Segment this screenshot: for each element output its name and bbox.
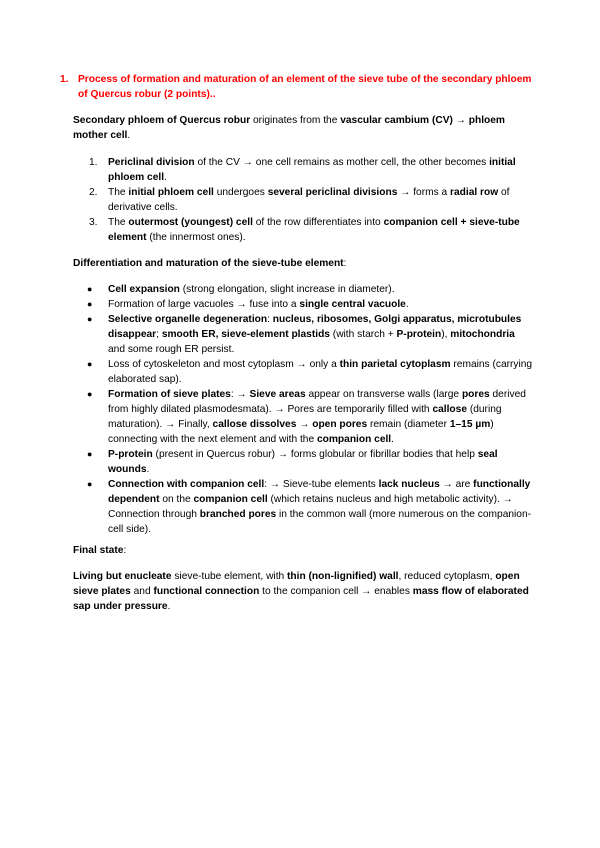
step-2-text <box>108 185 533 215</box>
step-1-desc: of the CV → one cell remains as mother cell, the other becomes <box>194 157 490 168</box>
bullet-5-pores: pores <box>461 389 490 400</box>
final-text-1: sieve-tube element, with <box>171 571 288 582</box>
intro-period: . <box>127 130 131 141</box>
bullet-7-arrow: → are <box>439 479 474 490</box>
final-state-colon: : <box>123 545 127 556</box>
bullet-5-callose-dissolves: callose dissolves <box>212 419 297 430</box>
bullet-6-text <box>108 447 533 477</box>
intro-subject: Secondary phloem of Quercus robur <box>73 115 251 126</box>
bullet-7-end: in the common wall (more numerous on the companion-cell side). <box>108 509 532 535</box>
bullet-1-desc: (strong elongation, slight increase in diameter). <box>179 284 395 295</box>
bullet-4-desc: Loss of cytoskeleton and most cytoplasm → only a <box>108 359 340 370</box>
final-text-4: to the companion cell → enables <box>259 586 413 597</box>
bullet-6-end: . <box>146 464 150 475</box>
step-1-result: initial phloem cell <box>108 157 516 183</box>
bullet-5-callose: callose <box>432 404 467 415</box>
bullet-5-desc5: ) connecting with the next element and with the <box>108 419 494 445</box>
intro-arrow: → <box>452 115 469 126</box>
list-item <box>73 155 533 185</box>
bullet-4-term: thin parietal cytoplasm <box>339 359 451 370</box>
bullet-5-arrow2: → <box>296 419 313 430</box>
intro-mother-cell: phloem mother cell <box>73 115 505 141</box>
final-term-3: open sieve plates <box>73 571 520 597</box>
bullet-2-end: . <box>405 299 409 310</box>
list-item <box>73 215 533 245</box>
list-marker: 3. <box>89 217 98 228</box>
bullet-2-term: single central vacuole <box>299 299 406 310</box>
bullet-6-term: P-protein <box>108 449 153 460</box>
bullet-5-desc: appear on transverse walls (large <box>305 389 462 400</box>
list-item <box>73 387 533 447</box>
step-3-result: companion cell + sieve-tube element <box>108 217 520 243</box>
bullet-5-diameter: 1–15 µm <box>449 419 491 430</box>
bullet-3-term: Selective organelle degeneration <box>108 314 268 325</box>
formation-steps-list <box>73 155 533 245</box>
list-item <box>73 282 533 297</box>
bullet-4-text <box>108 357 533 387</box>
step-2-term: initial phloem cell <box>128 187 214 198</box>
final-term-1: Living but enucleate <box>73 571 172 582</box>
step-3-term: outermost (youngest) cell <box>128 217 253 228</box>
list-item <box>73 297 533 312</box>
bullet-3-persist: smooth ER, sieve-element plastids <box>161 329 330 340</box>
bullet-5-desc3: (during maturation). → Finally, <box>108 404 502 430</box>
final-term-2: thin (non-lignified) wall <box>287 571 399 582</box>
step-2-lead: The <box>108 187 129 198</box>
step-2-divisions: several periclinal divisions <box>267 187 398 198</box>
heading-text: Process of formation and maturation of an element of the sieve tube of the secondary phloem of Quercus robur (2 points).. <box>78 74 532 100</box>
bullet-3-colon: : <box>267 314 273 325</box>
differentiation-title: Differentiation and maturation of the sieve-tube element <box>73 258 344 269</box>
step-3-lead: The <box>108 217 129 228</box>
maturation-bullets-list <box>73 282 533 537</box>
list-item <box>73 477 533 537</box>
bullet-6-desc: (present in Quercus robur) → forms globular or fibrillar bodies that help <box>152 449 478 460</box>
bullet-3-mitochondria: mitochondria <box>450 329 515 340</box>
question-heading <box>60 72 540 102</box>
step-2-end: of derivative cells. <box>108 187 510 213</box>
bullet-3-sep2: ), <box>441 329 451 340</box>
bullet-3-text <box>108 312 533 357</box>
bullet-marker: ● <box>87 314 93 324</box>
list-marker: 1. <box>89 157 98 168</box>
step-1-end: . <box>164 172 167 183</box>
bullet-5-arrow: : → <box>230 389 250 400</box>
bullet-5-end: . <box>391 434 394 445</box>
bullet-7-desc2: (which retains nucleus and high metabolic activity). → Connection through <box>108 494 513 520</box>
list-item <box>73 447 533 477</box>
bullet-3-p-protein: P-protein <box>396 329 442 340</box>
bullet-7-term: Connection with companion cell <box>108 479 265 490</box>
bullet-2-desc: Formation of large vacuoles → fuse into a <box>108 299 300 310</box>
bullet-marker: ● <box>87 284 93 294</box>
bullet-3-sep: ; <box>156 329 162 340</box>
bullet-5-text <box>108 387 533 447</box>
bullet-marker: ● <box>87 359 93 369</box>
bullet-2-text <box>108 297 533 312</box>
bullet-7-text <box>108 477 533 537</box>
step-2-verb: undergoes <box>213 187 268 198</box>
intro-cambium: vascular cambium (CV) <box>340 115 453 126</box>
list-marker: 2. <box>89 187 98 198</box>
bullet-marker: ● <box>87 479 93 489</box>
final-term-4: functional connection <box>153 586 260 597</box>
bullet-7-on: on the <box>159 494 194 505</box>
final-state-heading <box>73 543 533 558</box>
step-2-forms: → forms a <box>397 187 451 198</box>
bullet-3-end: and some rough ER persist. <box>108 344 235 355</box>
bullet-7-desc: : → Sieve-tube elements <box>264 479 379 490</box>
step-3-text <box>108 215 533 245</box>
step-1-term: Periclinal division <box>108 157 195 168</box>
bullet-marker: ● <box>87 449 93 459</box>
bullet-6-seal: seal wounds <box>108 449 498 475</box>
final-term-5: mass flow of elaborated sap under pressure <box>73 586 529 612</box>
heading-number: 1. <box>60 74 69 85</box>
step-1-text <box>108 155 533 185</box>
final-state-title: Final state <box>73 545 124 556</box>
differentiation-colon: : <box>343 258 347 269</box>
step-3-end: (the innermost ones). <box>146 232 246 243</box>
step-3-verb: of the row differentiates into <box>252 217 384 228</box>
bullet-3-starch: (with starch + <box>329 329 397 340</box>
list-item <box>73 185 533 215</box>
bullet-5-open-pores: open pores <box>312 419 368 430</box>
final-end: . <box>167 601 171 612</box>
step-2-radial-row: radial row <box>450 187 499 198</box>
list-item <box>73 357 533 387</box>
final-state-paragraph <box>73 569 533 614</box>
bullet-7-companion: companion cell <box>193 494 268 505</box>
bullet-5-term: Formation of sieve plates <box>108 389 231 400</box>
bullet-marker: ● <box>87 299 93 309</box>
bullet-1-text <box>108 282 533 297</box>
final-text-3: and <box>130 586 154 597</box>
bullet-1-term: Cell expansion <box>108 284 180 295</box>
bullet-7-lack-nucleus: lack nucleus <box>378 479 440 490</box>
bullet-3-disappear: nucleus, ribosomes, Golgi apparatus, microtubules disappear <box>108 314 522 340</box>
bullet-7-branched-pores: branched pores <box>199 509 277 520</box>
bullet-marker: ● <box>87 389 93 399</box>
final-text-2: , reduced cytoplasm, <box>398 571 496 582</box>
intro-text: originates from the <box>250 115 341 126</box>
bullet-5-desc2: derived from highly dilated plasmodesmata). → Pores are temporarily filled with <box>108 389 526 415</box>
differentiation-heading <box>73 256 533 271</box>
intro-paragraph <box>73 113 533 143</box>
bullet-4-end: remains (carrying elaborated sap). <box>108 359 533 385</box>
bullet-5-desc4: remain (diameter <box>367 419 450 430</box>
bullet-7-dependent: functionally dependent <box>108 479 531 505</box>
bullet-5-sieve-areas: Sieve areas <box>249 389 306 400</box>
list-item <box>73 312 533 357</box>
bullet-5-companion: companion cell <box>316 434 392 445</box>
